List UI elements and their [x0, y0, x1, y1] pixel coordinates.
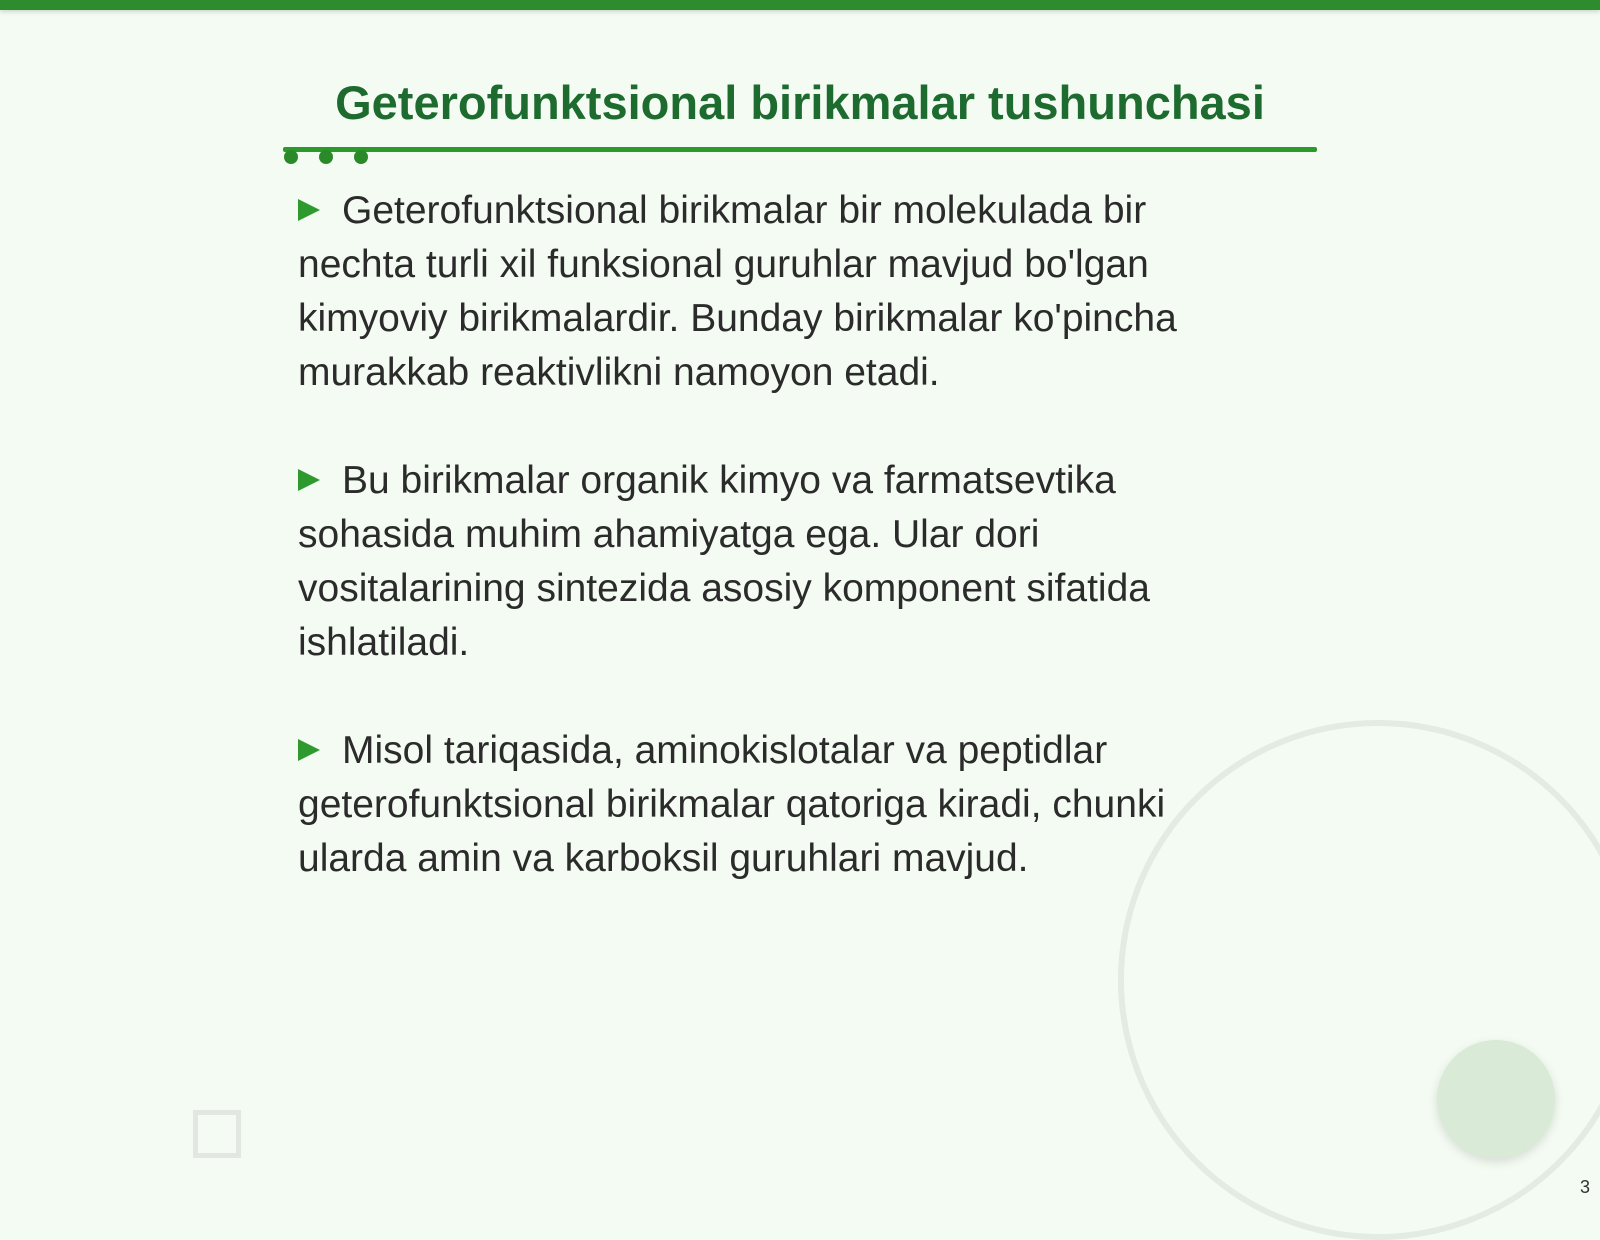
bullet-item — [298, 184, 1258, 400]
title-underline — [283, 147, 1317, 152]
triangle-right-icon — [298, 469, 320, 491]
bullet-text: Bu birikmalar organik kimyo va farmatsevtika sohasida muhim ahamiyatga ega. Ular dori vositalarining sintezida asosiy komponent sifatida ishlatiladi. — [298, 459, 1150, 664]
decorative-dot-2 — [319, 150, 333, 164]
bullet-list — [298, 184, 1258, 940]
decorative-square — [193, 1110, 241, 1158]
triangle-right-icon — [298, 739, 320, 761]
bullet-item — [298, 724, 1258, 886]
decorative-dot-3 — [354, 150, 368, 164]
top-accent-bar — [0, 0, 1600, 10]
bullet-text: Geterofunktsional birikmalar bir molekulada bir nechta turli xil funksional guruhlar mavjud bo'lgan kimyoviy birikmalardir. Bunday birikmalar ko'pincha murakkab reaktivlikni namoyon etadi. — [298, 189, 1177, 394]
bullet-item — [298, 454, 1258, 670]
decorative-circle — [1437, 1040, 1555, 1158]
decorative-dot-1 — [284, 150, 298, 164]
triangle-right-icon — [298, 199, 320, 221]
slide-title: Geterofunktsional birikmalar tushunchasi — [335, 76, 1265, 129]
bullet-text: Misol tariqasida, aminokislotalar va peptidlar geterofunktsional birikmalar qatoriga kiradi, chunki ularda amin va karboksil guruhlari mavjud. — [298, 729, 1166, 880]
page-number: 3 — [1579, 1177, 1590, 1197]
